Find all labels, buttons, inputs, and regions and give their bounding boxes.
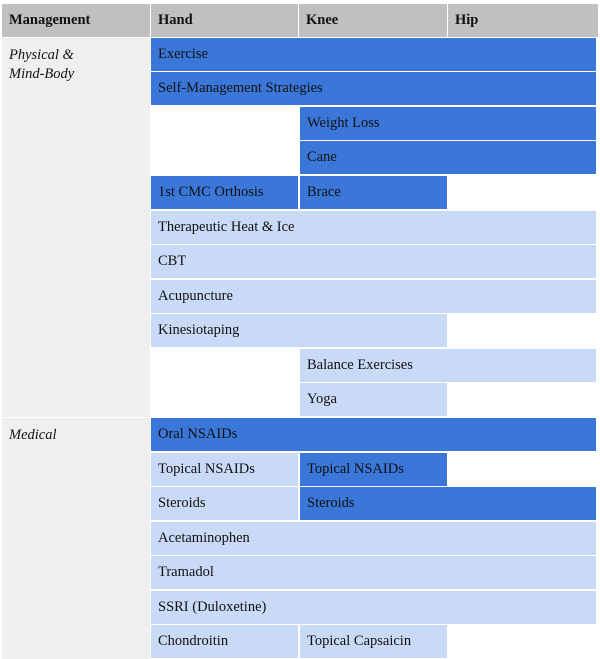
header-divider <box>447 4 448 37</box>
header-hand: Hand <box>158 12 193 28</box>
section-label-line2: Mind-Body <box>9 66 75 82</box>
row-heat-ice: Therapeutic Heat & Ice <box>151 211 596 244</box>
header-divider <box>150 4 151 37</box>
row-exercise: Exercise <box>151 38 596 71</box>
header-knee: Knee <box>306 12 339 28</box>
row-cmc-orthosis: 1st CMC Orthosis <box>151 176 298 209</box>
row-yoga: Yoga <box>300 383 447 416</box>
row-brace: Brace <box>300 176 447 209</box>
row-cane: Cane <box>300 141 596 174</box>
row-weight-loss: Weight Loss <box>300 107 596 140</box>
row-self-management: Self-Management Strategies <box>151 72 596 105</box>
row-ssri: SSRI (Duloxetine) <box>151 591 596 624</box>
header-divider <box>298 4 299 37</box>
section-medical: Medical <box>2 418 150 659</box>
row-acetaminophen: Acetaminophen <box>151 522 596 555</box>
row-topical-nsaids-knee: Topical NSAIDs <box>300 453 447 486</box>
section-physical-mind-body <box>2 38 150 417</box>
row-kinesiotaping: Kinesiotaping <box>151 314 447 347</box>
row-topical-capsaicin: Topical Capsaicin <box>300 625 447 658</box>
row-acupuncture: Acupuncture <box>151 280 596 313</box>
header-management: Management <box>9 12 91 28</box>
row-topical-nsaids-hand: Topical NSAIDs <box>151 453 298 486</box>
header-hip: Hip <box>455 12 479 28</box>
row-steroids-knee-hip: Steroids <box>300 487 596 520</box>
row-chondroitin: Chondroitin <box>151 625 298 658</box>
row-tramadol: Tramadol <box>151 556 596 589</box>
row-steroids-hand: Steroids <box>151 487 298 520</box>
row-oral-nsaids: Oral NSAIDs <box>151 418 596 451</box>
row-cbt: CBT <box>151 245 596 278</box>
row-balance-exercises: Balance Exercises <box>300 349 596 382</box>
section-label <box>9 46 74 84</box>
section-label-line1: Physical & <box>9 47 74 63</box>
